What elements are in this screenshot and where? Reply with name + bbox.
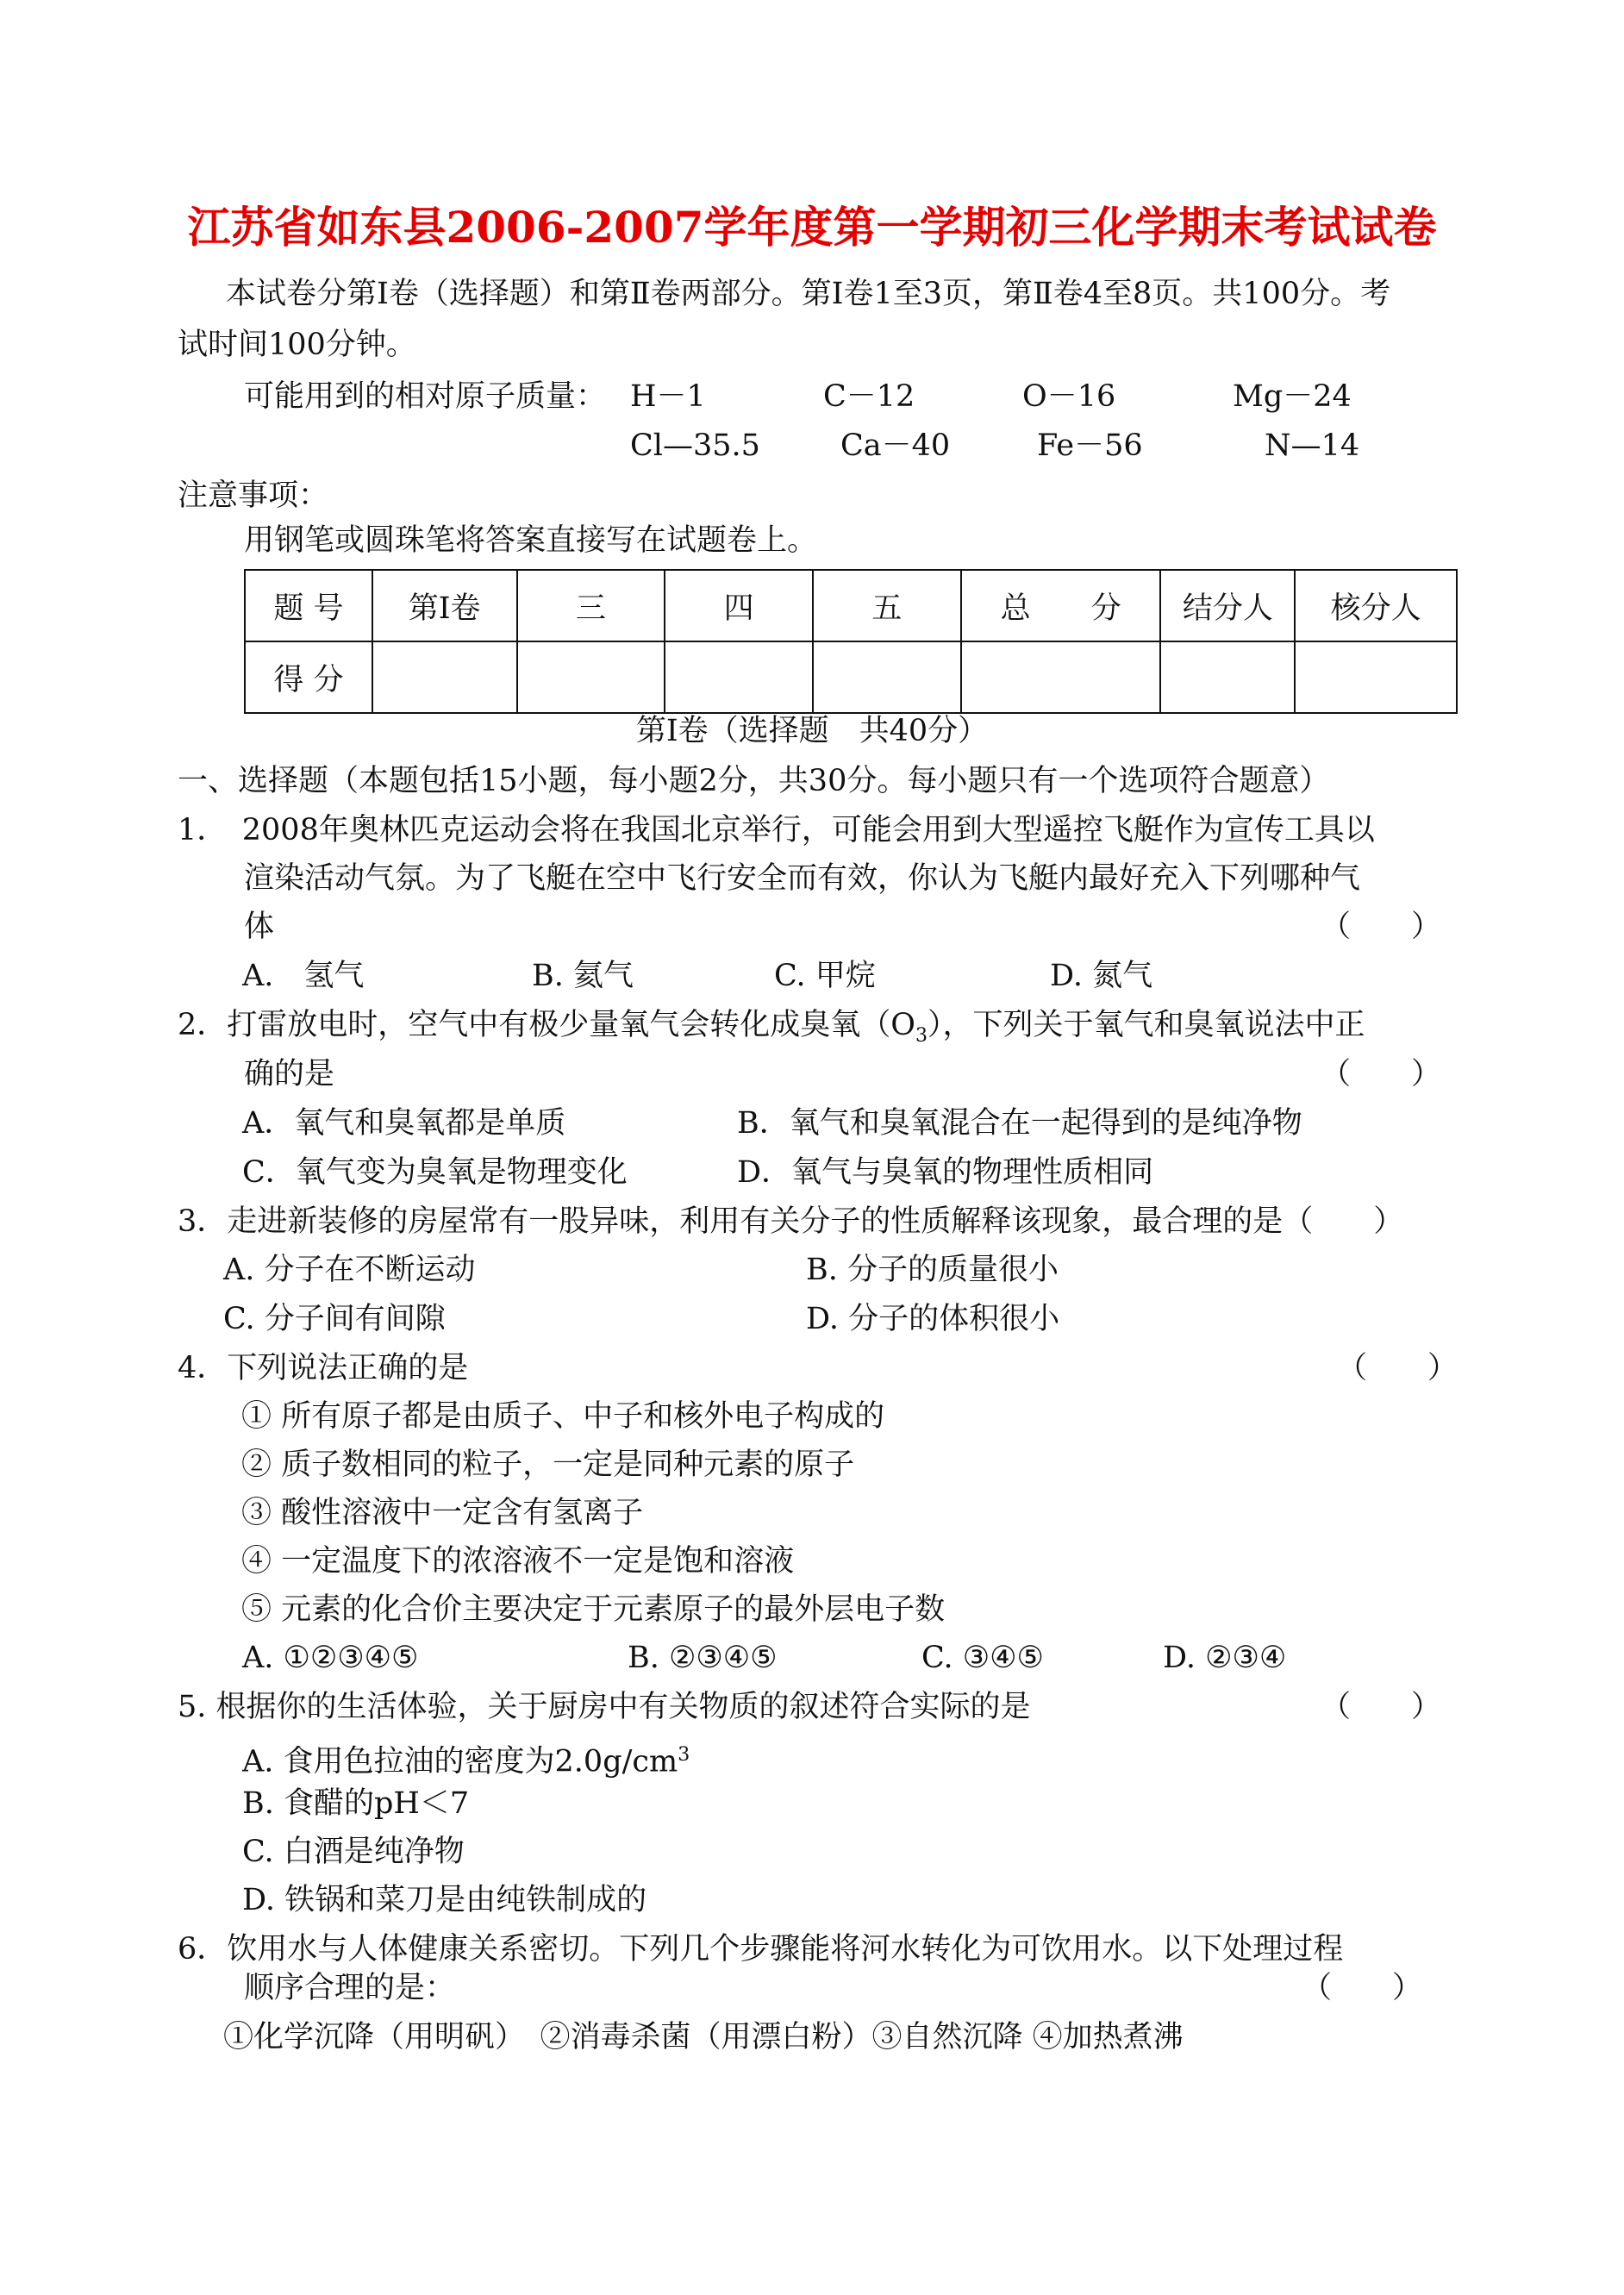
intro-line-2: 试时间100分钟。 xyxy=(178,328,416,362)
q6-line-2: 顺序合理的是： xyxy=(244,1971,456,2005)
q4-item-1: ① 所有原子都是由质子、中子和核外电子构成的 xyxy=(241,1399,885,1434)
score-header-cell: 题 号 xyxy=(245,570,372,641)
q5-option-a xyxy=(242,1736,690,1781)
q5-line-1: 5. 根据你的生活体验，关于厨房中有关物质的叙述符合实际的是 xyxy=(178,1690,1031,1724)
score-header-cell: 结分人 xyxy=(1160,570,1295,641)
atomic-mass-mg: Mg－24 xyxy=(1233,379,1352,414)
atomic-mass-fe: Fe－56 xyxy=(1037,428,1143,463)
q6-answer-paren[interactable]: （ ） xyxy=(1302,1971,1423,2005)
score-header-cell: 总 分 xyxy=(961,570,1161,641)
q3-option-b: B. 分子的质量很小 xyxy=(806,1253,1059,1287)
q4-option-b: B. ②③④⑤ xyxy=(628,1641,778,1675)
q5-option-c: C. 白酒是纯净物 xyxy=(242,1835,465,1869)
q2-line-1-b: ），下列关于氧气和臭氧说法中正 xyxy=(927,1008,1365,1042)
score-header-cell: 五 xyxy=(813,570,961,641)
score-row-label: 得 分 xyxy=(245,641,372,713)
q2-option-c: C．氧气变为臭氧是物理变化 xyxy=(242,1155,628,1190)
q4-option-c: C. ③④⑤ xyxy=(921,1641,1044,1675)
atomic-mass-c: C－12 xyxy=(823,379,915,414)
score-cell[interactable] xyxy=(372,641,517,713)
section1-heading: 一、选择题（本题包括15小题，每小题2分，共30分。每小题只有一个选项符合题意） xyxy=(178,764,1330,798)
atomic-mass-h: H－1 xyxy=(630,379,706,414)
q1-option-d: D. 氮气 xyxy=(1050,959,1153,993)
q1-line-3: 体 xyxy=(244,910,275,944)
score-cell[interactable] xyxy=(813,641,961,713)
q4-item-4: ④ 一定温度下的浓溶液不一定是饱和溶液 xyxy=(241,1544,795,1579)
score-cell[interactable] xyxy=(517,641,665,713)
q2-line-2: 确的是 xyxy=(244,1057,335,1091)
q2-option-a: A．氧气和臭氧都是单质 xyxy=(242,1106,566,1141)
atomic-mass-cl: Cl—35.5 xyxy=(630,428,760,463)
score-table-score-row xyxy=(245,641,1457,713)
q3-option-d: D. 分子的体积很小 xyxy=(806,1302,1060,1336)
cubic-superscript: 3 xyxy=(678,1744,690,1766)
q5-option-d: D. 铁锅和菜刀是由纯铁制成的 xyxy=(242,1883,647,1917)
q6-steps: ①化学沉降（用明矾） ②消毒杀菌（用漂白粉）③自然沉降 ④加热煮沸 xyxy=(223,2020,1184,2054)
score-cell[interactable] xyxy=(1160,641,1295,713)
q2-option-b: B．氧气和臭氧混合在一起得到的是纯净物 xyxy=(737,1106,1302,1141)
atomic-mass-n: N—14 xyxy=(1265,428,1360,463)
q1-option-c: C. 甲烷 xyxy=(774,959,876,993)
q4-option-a: A. ①②③④⑤ xyxy=(242,1641,419,1675)
q3-option-c: C. 分子间有间隙 xyxy=(223,1302,446,1336)
score-header-cell: 三 xyxy=(517,570,665,641)
q6-line-1: 6．饮用水与人体健康关系密切。下列几个步骤能将河水转化为可饮用水。以下处理过程 xyxy=(178,1932,1344,1967)
score-cell[interactable] xyxy=(1295,641,1457,713)
q2-answer-paren[interactable]: （ ） xyxy=(1321,1057,1442,1091)
q1-line-2: 渲染活动气氛。为了飞艇在空中飞行安全而有效，你认为飞艇内最好充入下列哪种气 xyxy=(244,861,1361,896)
q4-item-2: ② 质子数相同的粒子，一定是同种元素的原子 xyxy=(241,1448,855,1482)
notes-text: 用钢笔或圆珠笔将答案直接写在试题卷上。 xyxy=(244,523,818,558)
q1-line-1: 1． 2008年奥林匹克运动会将在我国北京举行，可能会用到大型遥控飞艇作为宣传工具以 xyxy=(178,813,1375,847)
q5-option-b: B. 食醋的pH＜7 xyxy=(242,1786,470,1821)
q4-line-1: 4．下列说法正确的是 xyxy=(178,1351,469,1385)
q4-item-5: ⑤ 元素的化合价主要决定于元素原子的最外层电子数 xyxy=(241,1592,946,1627)
q3-line-1: 3．走进新装修的房屋常有一股异味，利用有关分子的性质解释该现象，最合理的是（ ） xyxy=(178,1204,1404,1239)
score-table-header-row xyxy=(245,570,1457,641)
q3-option-a: A. 分子在不断运动 xyxy=(223,1253,476,1287)
q1-option-b: B. 氦气 xyxy=(532,959,634,993)
score-cell[interactable] xyxy=(665,641,813,713)
q4-item-3: ③ 酸性溶液中一定含有氢离子 xyxy=(241,1496,644,1530)
q4-option-d: D. ②③④ xyxy=(1163,1641,1287,1675)
part1-heading: 第Ⅰ卷（选择题 共40分） xyxy=(635,714,989,748)
score-cell[interactable] xyxy=(961,641,1161,713)
score-table xyxy=(244,569,1458,714)
score-header-cell: 四 xyxy=(665,570,813,641)
atomic-mass-ca: Ca－40 xyxy=(840,428,951,463)
q4-answer-paren[interactable]: （ ） xyxy=(1337,1351,1458,1385)
q1-option-a: A. 氢气 xyxy=(242,959,365,993)
score-header-cell: 核分人 xyxy=(1295,570,1457,641)
intro-line-1: 本试卷分第Ⅰ卷（选择题）和第Ⅱ卷两部分。第Ⅰ卷1至3页，第Ⅱ卷4至8页。共100分。考 xyxy=(226,277,1391,311)
q1-answer-paren[interactable]: （ ） xyxy=(1321,910,1442,944)
atomic-mass-label: 可能用到的相对原子质量： xyxy=(244,379,607,414)
notes-heading: 注意事项： xyxy=(178,478,329,513)
q5-answer-paren[interactable]: （ ） xyxy=(1321,1690,1442,1724)
q5-option-a-text: A. 食用色拉油的密度为2.0g/cm xyxy=(242,1744,678,1779)
score-header-cell: 第Ⅰ卷 xyxy=(372,570,517,641)
q2-option-d: D．氧气与臭氧的物理性质相同 xyxy=(737,1155,1154,1190)
atomic-mass-o: O－16 xyxy=(1022,379,1116,414)
ozone-subscript: 3 xyxy=(915,1025,928,1047)
q2-line-1 xyxy=(178,1006,1365,1055)
exam-title: 江苏省如东县2006-2007学年度第一学期初三化学期末考试试卷 xyxy=(187,202,1437,253)
q2-line-1-a: 2．打雷放电时，空气中有极少量氧气会转化成臭氧（O xyxy=(178,1008,915,1042)
